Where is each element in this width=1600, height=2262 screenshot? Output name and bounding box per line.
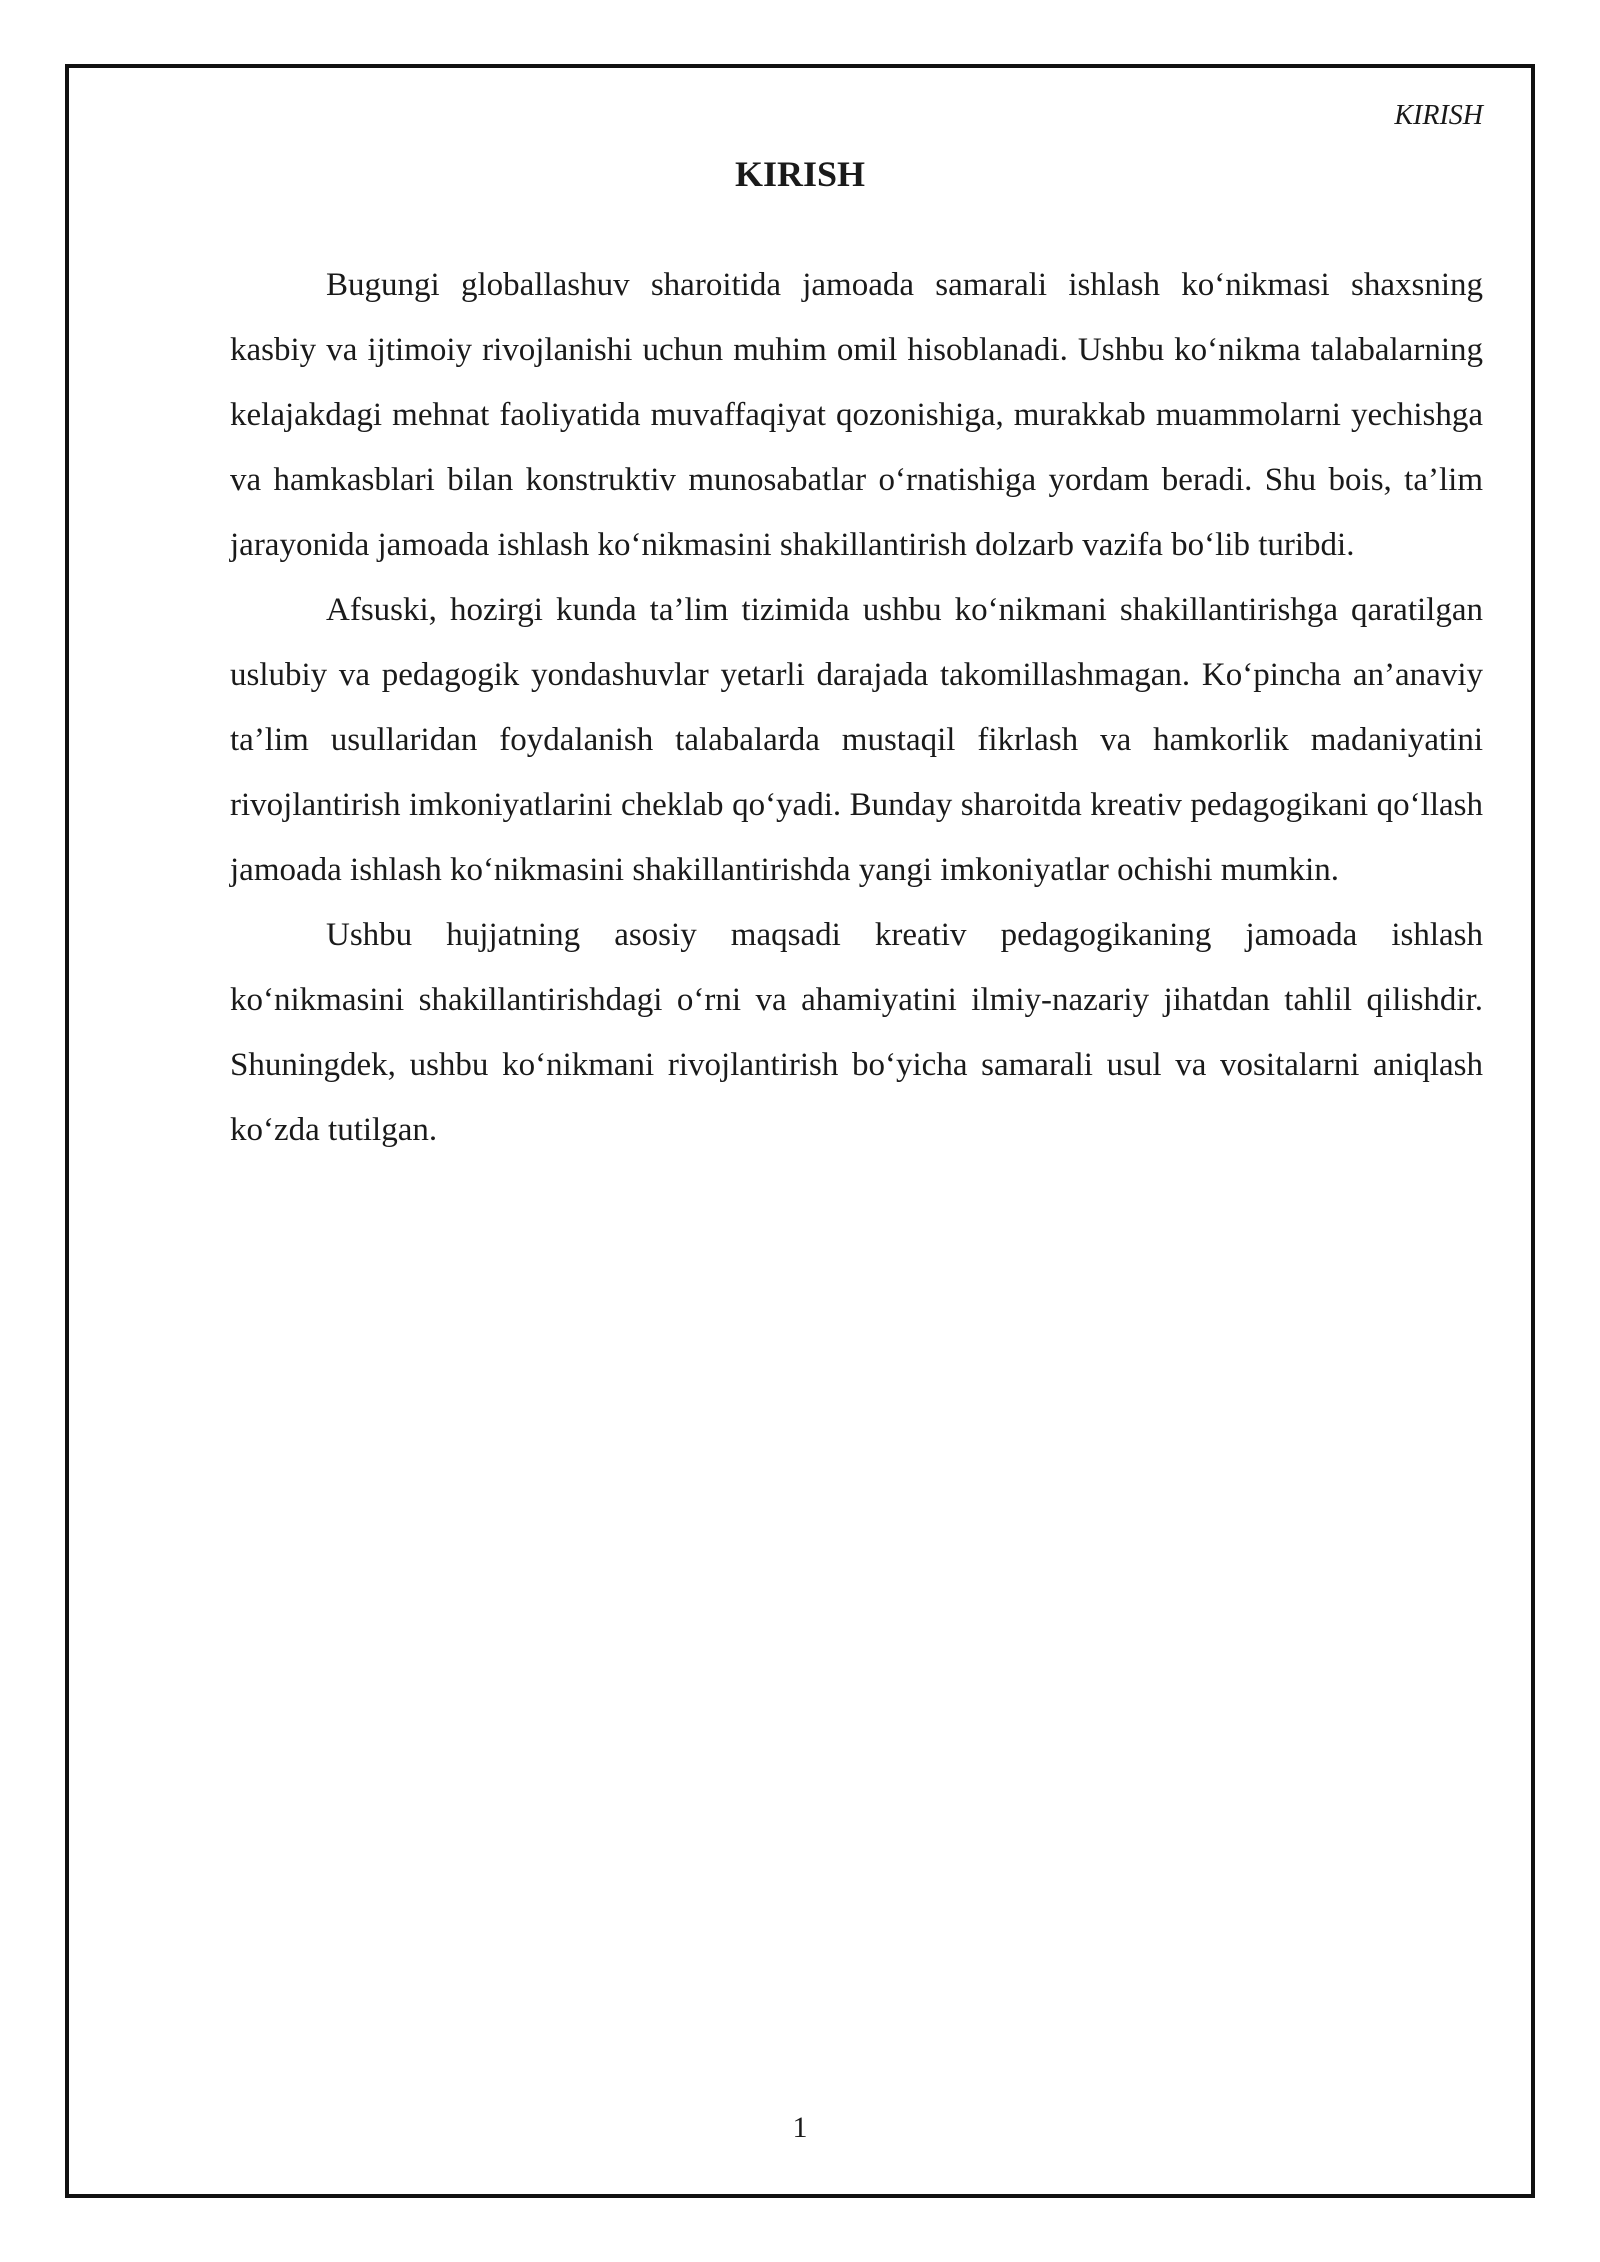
- paragraph-3: Ushbu hujjatning asosiy maqsadi kreativ pedagogikaning jamoada ishlash ko‘nikmasini shakillantirishdagi o‘rni va ahamiyatini ilmiy-nazariy jihatdan tahlil qilishdir. Shuningdek, ushbu ko‘nikmani rivojlantirish bo‘yicha samarali usul va vositalarni aniqlash ko‘zda tutilgan.: [230, 917, 1483, 1148]
- paragraph-1: Bugungi globallashuv sharoitida jamoada samarali ishlash ko‘nikmasi shaxsning kasbiy va ijtimoiy rivojlanishi uchun muhim omil hisoblanadi. Ushbu ko‘nikma talabalarning kelajakdagi mehnat faoliyatida muvaffaqiyat qozonishiga, murakkab muammolarni yechishga va hamkasblari bilan konstruktiv munosabatlar o‘rnatishiga yordam beradi. Shu bois, ta’lim jarayonida jamoada ishlash ko‘nikmasini shakillantirish dolzarb vazifa bo‘lib turibdi.: [230, 267, 1483, 563]
- page-number: 1: [792, 2111, 808, 2144]
- page-frame: [65, 64, 1535, 2198]
- paragraph-2: Afsuski, hozirgi kunda ta’lim tizimida ushbu ko‘nikmani shakillantirishga qaratilgan uslubiy va pedagogik yondashuvlar yetarli darajada takomillashmagan. Ko‘pincha an’anaviy ta’lim usullaridan foydalanish talabalarda mustaqil fikrlash va hamkorlik madaniyatini rivojlantirish imkoniyatlarini cheklab qo‘yadi. Bunday sharoitda kreativ pedagogikani qo‘llash jamoada ishlash ko‘nikmasini shakillantirishda yangi imkoniyatlar ochishi mumkin.: [230, 592, 1483, 888]
- page-title: KIRISH: [734, 154, 866, 194]
- body-text: [230, 253, 1483, 1163]
- running-header: KIRISH: [1394, 100, 1483, 131]
